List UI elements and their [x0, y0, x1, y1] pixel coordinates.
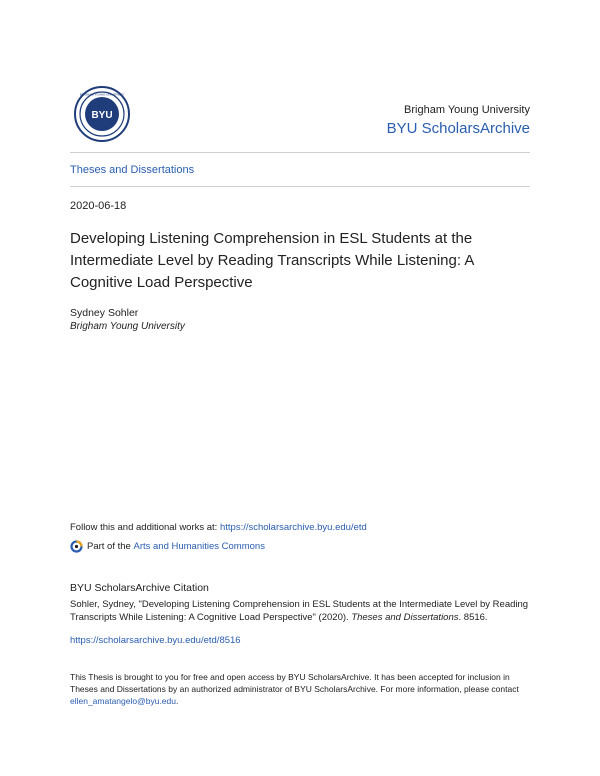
notice-text: This Thesis is brought to you for free and open access by BYU ScholarsArchive. It has been accepted for inclusion in Theses and Dissertations by an authorized administrator of BYU ScholarsArchive. For more information, please contact [70, 672, 519, 694]
citation-heading: BYU ScholarsArchive Citation [70, 582, 209, 594]
bepress-commons-icon [70, 540, 83, 553]
series-link[interactable]: Theses and Dissertations [70, 164, 195, 176]
citation-url-link[interactable]: https://scholarsarchive.byu.edu/etd/8516 [70, 635, 241, 646]
follow-url-link[interactable]: https://scholarsarchive.byu.edu/etd [219, 522, 367, 533]
institution-block [387, 104, 530, 137]
partof-prefix: Part of the [87, 541, 131, 552]
divider-bottom [70, 186, 530, 187]
seal-label: BYU [91, 110, 113, 121]
publication-date: 2020-06-18 [70, 200, 127, 212]
citation-body: Sohler, Sydney, "Developing Listening Comprehension in ESL Students at the Intermediate Level by Reading Transcripts While Listening: A Cognitive Load Perspective" (2020). [70, 599, 529, 623]
institution-name: Brigham Young University [404, 104, 530, 116]
document-title: Developing Listening Comprehension in ESL Students at the Intermediate Level by Reading Transcripts While Listening: A Cognitive Load Perspective [70, 230, 474, 291]
divider-top [70, 152, 530, 153]
citation-number: . 8516. [458, 612, 488, 623]
citation-text [70, 598, 530, 624]
notice-end: . [175, 696, 179, 706]
archive-link[interactable]: BYU ScholarsArchive [386, 120, 530, 137]
byu-seal-icon [74, 86, 130, 142]
follow-prefix: Follow this and additional works at: [70, 522, 220, 533]
access-notice [70, 671, 530, 707]
author-name: Sydney Sohler [70, 307, 139, 319]
seal-ring-text: BRIGHAM YOUNG UNIVERSITY [79, 92, 125, 97]
contact-email-link[interactable]: ellen_amatangelo@byu.edu [70, 696, 176, 706]
partof-line [70, 540, 265, 553]
citation-series: Theses and Dissertations [351, 612, 459, 623]
commons-link[interactable]: Arts and Humanities Commons [133, 541, 265, 552]
follow-line [70, 522, 367, 533]
author-affiliation: Brigham Young University [70, 321, 185, 332]
